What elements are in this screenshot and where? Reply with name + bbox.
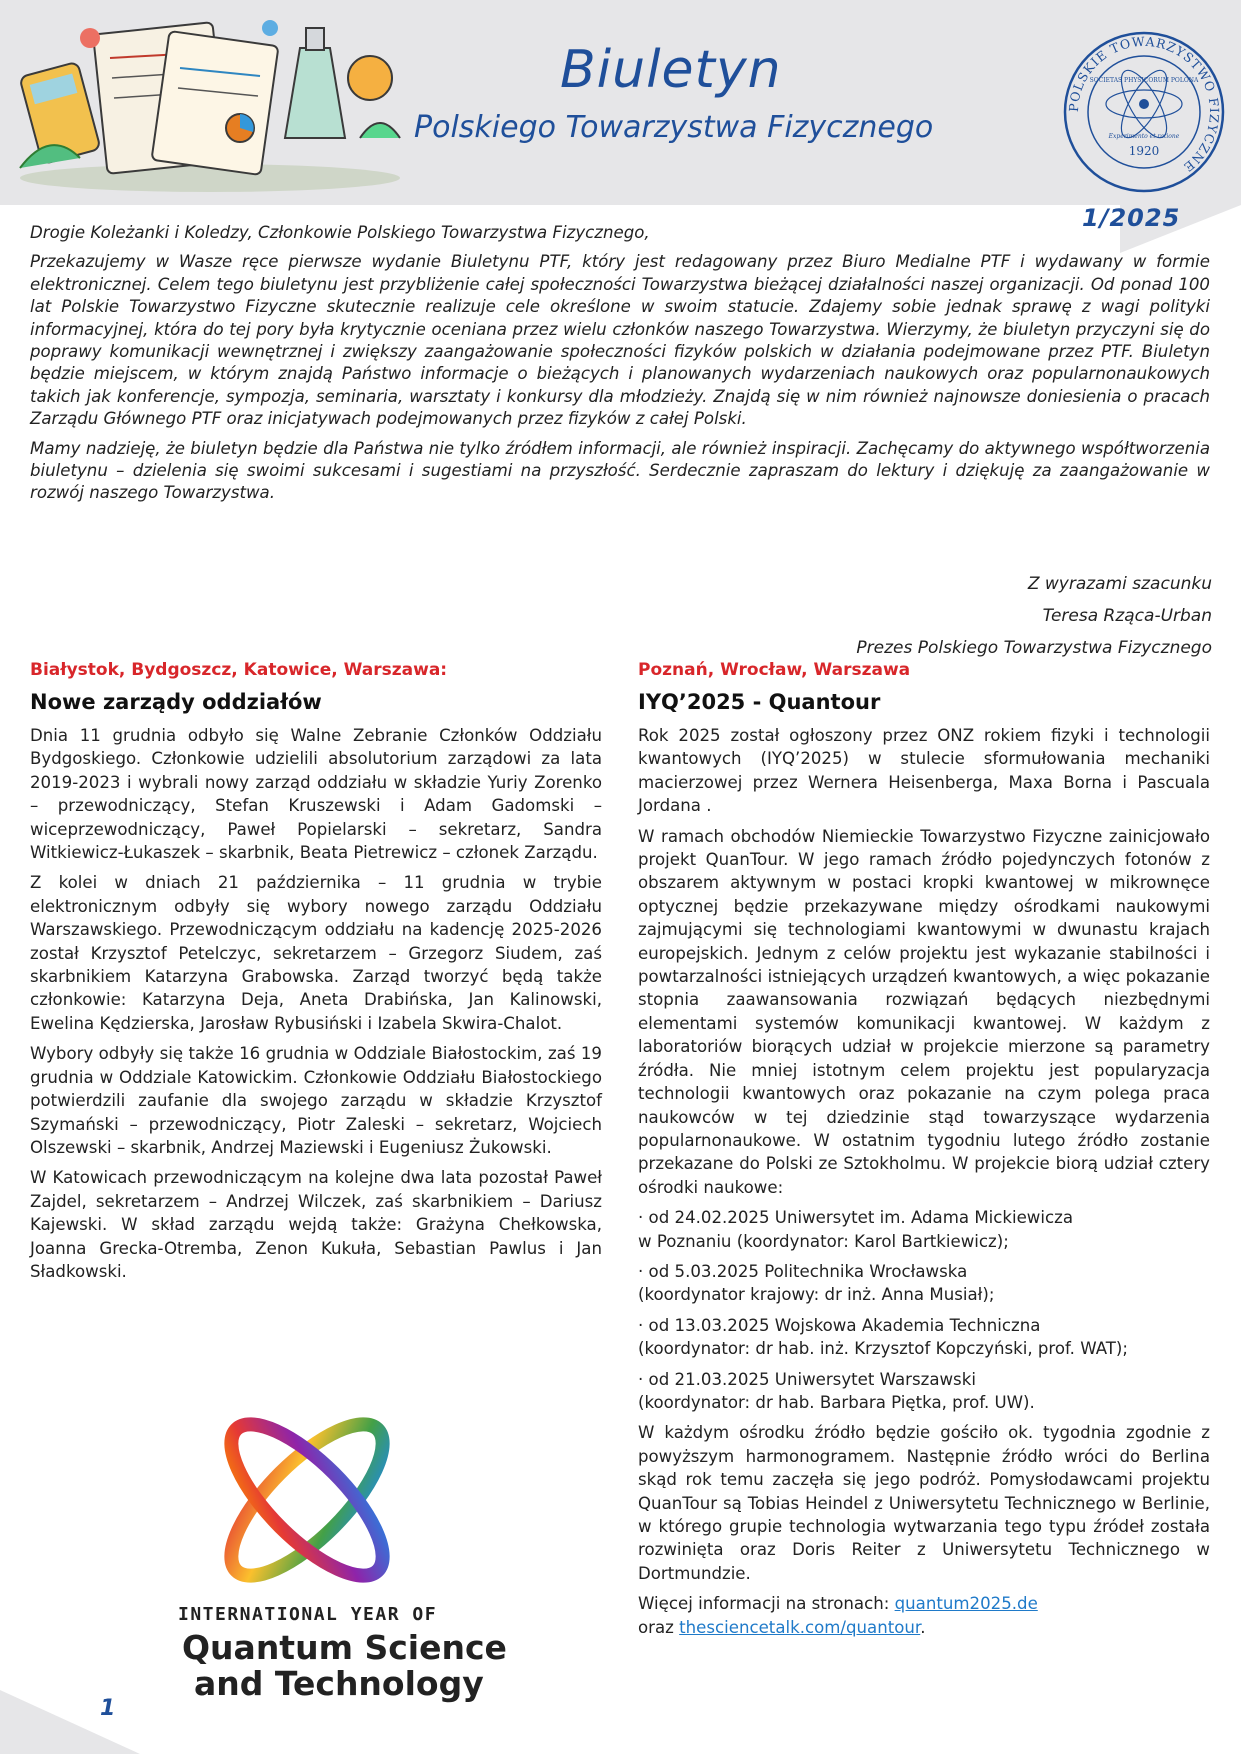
article-paragraph: Wybory odbyły się także 16 grudnia w Oddziale Białostockim, zaś 19 grudnia w Oddziale Katowickim. Członkowie Oddziału Białostockiego potwierdzili zaufanie dla swojego zarządu w składzie Krzysztof Szymański – przewodniczący, Piotr Zaleski – sekretarz, Wojciech Olszewski – skarbnik, Andrzej Maziewski i Eugeniusz Żukowski. — [30, 1044, 602, 1157]
schedule-item-coordinator: (koordynator: dr hab. inż. Krzysztof Kopczyński, prof. WAT); — [638, 1339, 1128, 1359]
schedule-item-coordinator: (koordynator: dr hab. Barbara Piętka, prof. UW). — [638, 1392, 1035, 1412]
schedule-item — [638, 1314, 1210, 1361]
article-title: IYQ’2025 - Quantour — [638, 690, 881, 714]
editorial-paragraph: Mamy nadzieję, że biuletyn będzie dla Państwa nie tylko źródłem informacji, ale również inspiracji. Zachęcamy do aktywnego współtworzenia biuletynu – dzielenia się swoimi sukcesami i sugestiami na przyszłość. Serdecznie zapraszam do lektury i dziękuję za zaangażowanie w rozwój naszego Towarzystwa. — [30, 438, 1210, 503]
editorial-paragraph: Przekazujemy w Wasze ręce pierwsze wydanie Biuletynu PTF, który jest redagowany przez Biuro Medialne PTF i wydawany w formie elektronicznej. Celem tego biuletynu jest przybliżenie całej społeczności Towarzystwa bieżącej działalności naszej organizacji. Od ponad 100 lat Polskie Towarzystwo Fizyczne skutecznie realizuje cele określone w swoim statucie. Zdajemy sobie jednak sprawę z wagi polityki informacyjnej, która do tej pory była krytycznie oceniana przez wielu członków naszego Towarzystwa. Wierzymy, że biuletyn przyczyni się do poprawy komunikacji wewnętrznej i zwiększy zaangażowanie społeczności fizyków polskich w działania podejmowane przez PTF. Biuletyn będzie miejscem, w którym znajdą Państwo informacje o bieżących i planowanych wydarzeniach naukowych oraz popularnonaukowych takich jak konferencje, sympozja, seminaria, warsztaty i konkursy dla młodzieży. Znajdą się w nim również najnowsze doniesienia o pracach Zarządu Głównego PTF oraz inicjatywach podejmowanych przez fizyków z całej Polski. — [30, 252, 1210, 429]
editorial-intro — [30, 222, 1210, 512]
schedule-item-coordinator: w Poznaniu (koordynator: Karol Bartkiewicz); — [638, 1231, 1009, 1251]
seal-inner-text: SOCIETAS PHYSICORUM POLONA — [1089, 77, 1199, 84]
article-title: Nowe zarządy oddziałów — [30, 690, 322, 714]
article-paragraph: W każdym ośrodku źródło będzie gościło ok. tygodnia zgodnie z powyższym harmonogramem. Następnie źródło wróci do Berlina skąd rok temu zaczęła się jego podróż. Pomysłodawcami projektu QuanTour są Tobias Heindel z Uniwersytetu Technicznego w Berlinie, w którego grupie technologia wytwarzania tego typu źródeł została rozwinięta oraz Doris Reiter z Uniwersytetu Technicznego w Dortmundzie. — [638, 1423, 1210, 1583]
footer-fold-decoration — [0, 1690, 140, 1754]
seal-year: 1920 — [1128, 144, 1160, 158]
signature-name: Teresa Rząca-Urban — [1042, 606, 1212, 626]
more-info — [638, 1592, 1210, 1639]
seal-motto: Experimento et ratione — [1108, 133, 1180, 140]
iyq-logo-line2: Quantum Science — [182, 1628, 507, 1667]
editorial-greeting: Drogie Koleżanki i Koledzy, Członkowie Polskiego Towarzystwa Fizycznego, — [30, 223, 650, 242]
article-new-boards — [30, 660, 602, 1290]
signature-block — [856, 568, 1212, 664]
bulletin-subtitle: Polskiego Towarzystwa Fizycznego — [414, 110, 934, 145]
bulletin-title: Biuletyn — [560, 40, 782, 100]
article-quantour — [638, 660, 1210, 1646]
schedule-item — [638, 1368, 1210, 1415]
schedule-item — [638, 1260, 1210, 1307]
schedule-item — [638, 1206, 1210, 1253]
more-info-or: oraz — [638, 1617, 680, 1637]
article-paragraph: Dnia 11 grudnia odbyło się Walne Zebranie Członków Oddziału Bydgoskiego. Członkowie udzielili absolutorium zarządowi za lata 2019-2023 i wybrali nowy zarząd oddziału w składzie Yuriy Zorenko – przewodniczący, Stefan Kruszewski i Adam Gadomski – wiceprzewodniczący, Paweł Popielarski – sekretarz, Sandra Witkiewicz-Łukaszek – skarbnik, Beata Pietrewicz – członek Zarządu. — [30, 726, 602, 863]
seal-outer-text: POLSKIE TOWARZYSTWO FIZYCZNE — [1065, 33, 1223, 176]
article-paragraph: W ramach obchodów Niemieckie Towarzystwo Fizyczne zainicjowało projekt QuanTour. W jego ramach źródło pojedynczych fotonów z obszarem aktywnym w postaci kropki kwantowej w mikrownęce optycznej będzie przekazywane między ośrodkami naukowymi zajmującymi się technologiami kwantowymi w dwunastu krajach europejskich. Jednym z celów projektu jest wykazanie stabilności i powtarzalności istniejących urządzeń kwantowych, a więc pokazanie stopnia zaawansowania rozwiązań będących niezbędnymi elementami systemów komunikacji kwantowej. W każdym z laboratoriów biorących udział w projekcie mierzone są parametry źródła. Nie mniej istotnym celem projektu jest popularyzacja technologii kwantowych oraz pokazanie na czym polega praca naukowców w tej dziedzinie stąd towarzyszące wydarzenia popularnonaukowe. W ostatnim tygodniu lutego źródło zostanie przekazane do Polski ze Sztokholmu. W projekcie biorą udział cztery ośrodki naukowe: — [638, 826, 1210, 1197]
schedule-item-date: · od 24.02.2025 Uniwersytet im. Adama Mickiewicza — [638, 1208, 1073, 1228]
article-paragraph: Z kolei w dniach 21 października – 11 grudnia w trybie elektronicznym odbyły się wybory nowego zarządu Oddziału Warszawskiego. Przewodniczącym oddziału na kadencję 2025-2026 został Krzysztof Petelczyc, sekretarzem – Grzegorz Siudem, zaś skarbnikiem Katarzyna Grabowska. Zarząd tworzyć będą także członkowie: Katarzyna Deja, Aneta Drabińska, Jan Kalinowski, Ewelina Kędzierska, Jarosław Rybusiński i Izabela Skwira-Chalot. — [30, 873, 602, 1033]
ptf-seal-logo — [1062, 30, 1226, 194]
signature-closing: Z wyrazami szacunku — [1027, 574, 1212, 594]
schedule-item-date: · od 5.03.2025 Politechnika Wrocławska — [638, 1261, 968, 1281]
issue-number: 1/2025 — [1082, 204, 1181, 232]
article-paragraph: Rok 2025 został ogłoszony przez ONZ rokiem fizyki i technologii kwantowych (IYQ’2025) w stulecie sformułowania mechaniki macierzowej przez Wernera Heisenberga, Maxa Borna i Pascuala Jordana . — [638, 726, 1210, 816]
iyq-logo-line1: INTERNATIONAL YEAR OF — [178, 1604, 438, 1625]
schedule-item-coordinator: (koordynator krajowy: dr inż. Anna Musiał); — [638, 1285, 995, 1305]
signature-role: Prezes Polskiego Towarzystwa Fizycznego — [856, 638, 1212, 658]
article-kicker: Białystok, Bydgoszcz, Katowice, Warszawa: — [30, 660, 448, 680]
science-illustration — [10, 8, 410, 198]
article-kicker: Poznań, Wrocław, Warszawa — [638, 660, 911, 680]
article-paragraph: W Katowicach przewodniczącym na kolejne dwa lata pozostał Paweł Zajdel, sekretarzem – Andrzej Wilczek, zaś skarbnikiem – Dariusz Kajewski. W skład zarządu wejdą także: Grażyna Chełkowska, Joanna Grecka-Otremba, Zenon Kukuła, Sebastian Pawlus i Jan Sładkowski. — [30, 1168, 602, 1281]
more-info-end: . — [920, 1617, 926, 1637]
iyq-logo-line3: and Technology — [194, 1664, 484, 1703]
schedule-item-date: · od 13.03.2025 Wojskowa Akademia Techniczna — [638, 1315, 1041, 1335]
page-number: 1 — [100, 1696, 116, 1721]
link-quantum2025[interactable]: quantum2025.de — [894, 1594, 1038, 1614]
schedule-item-date: · od 21.03.2025 Uniwersytet Warszawski — [638, 1369, 976, 1389]
link-thesciencetalk[interactable]: thesciencetalk.com/quantour — [679, 1617, 921, 1637]
more-info-prefix: Więcej informacji na stronach: — [638, 1594, 895, 1614]
